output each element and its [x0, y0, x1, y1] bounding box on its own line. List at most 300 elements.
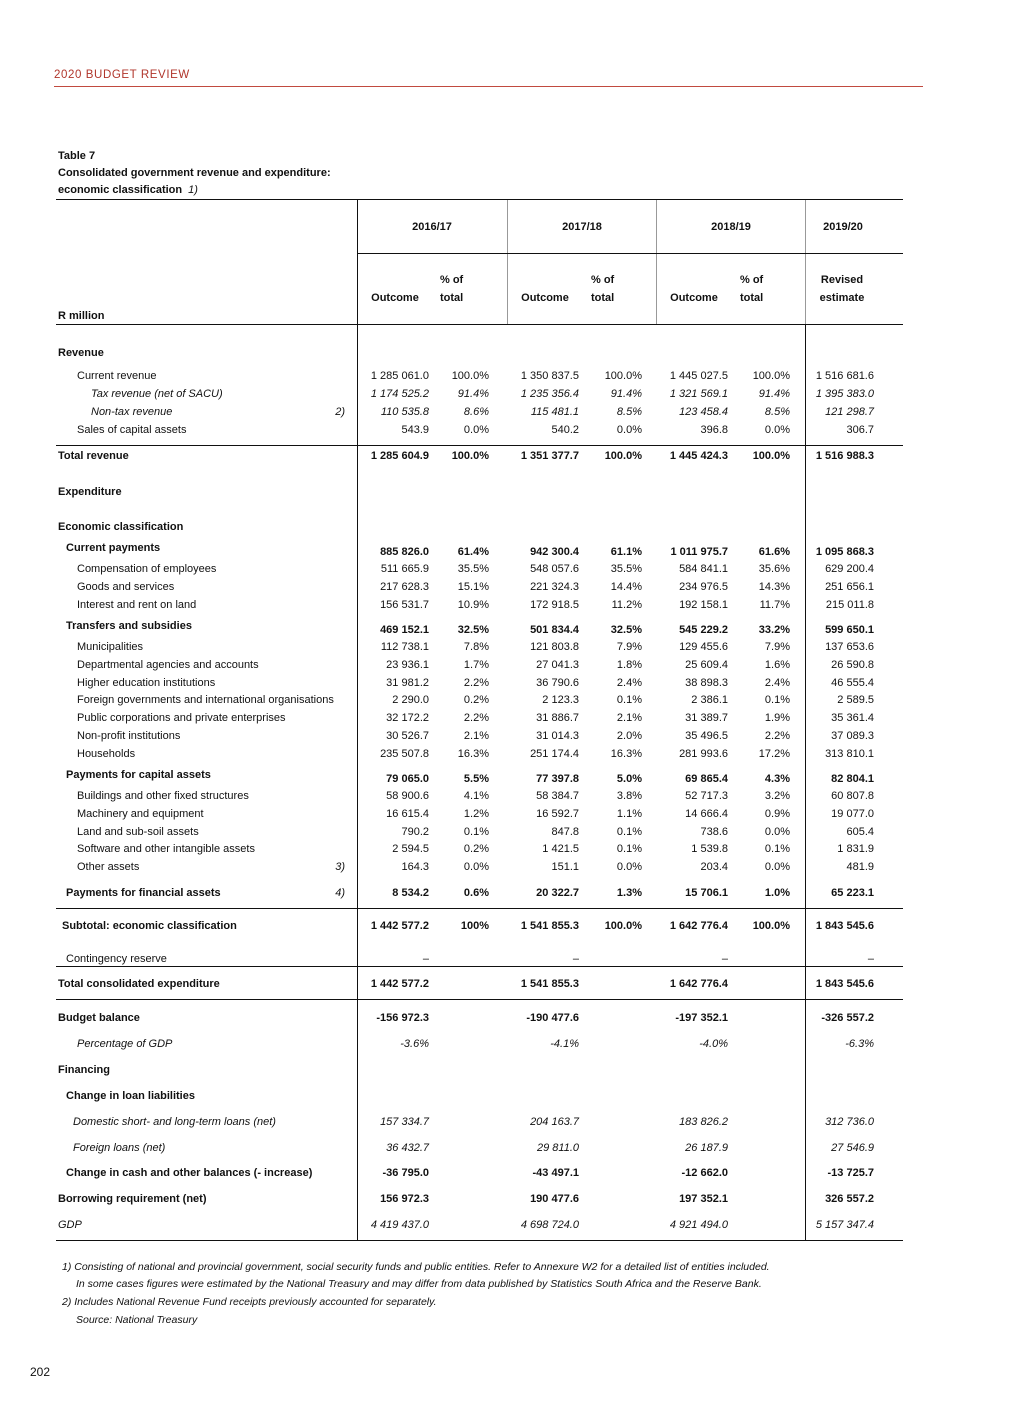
- table-row: [0, 918, 1009, 934]
- cell-value: -326 557.2: [821, 1012, 874, 1024]
- header-bottom-rule: [56, 324, 903, 325]
- row-label: Other assets: [77, 861, 140, 873]
- table-top-rule: [56, 199, 903, 200]
- footnote-1: 1) Consisting of national and provincial government, social security funds and public entities. Refer to Annexure W2 for a detailed list of entities included.: [62, 1261, 770, 1273]
- cell-value: 605.4: [846, 826, 874, 838]
- row-label: Total revenue: [58, 450, 129, 462]
- cell-value: 58 900.6: [386, 790, 429, 802]
- cell-value: 1 541 855.3: [520, 920, 579, 932]
- cell-value: 251 656.1: [825, 581, 874, 593]
- cell-value: 112 738.1: [380, 641, 429, 653]
- cell-value: -12 662.0: [681, 1167, 728, 1179]
- cell-value: 1 095 868.3: [815, 546, 874, 558]
- table-row: [0, 841, 1009, 857]
- row-footnote-ref: 3): [335, 861, 345, 873]
- cell-value: -197 352.1: [675, 1012, 728, 1024]
- cell-value: 0.1%: [616, 826, 642, 838]
- cell-value: 1 541 855.3: [520, 978, 579, 990]
- cell-value: 1 516 681.6: [815, 370, 874, 382]
- cell-value: 2 589.5: [837, 694, 874, 706]
- row-label: Foreign loans (net): [73, 1142, 166, 1154]
- table-row: [0, 1217, 1009, 1233]
- table-row: [0, 771, 1009, 787]
- cell-value: 77 397.8: [536, 773, 579, 785]
- cell-value: 4.1%: [463, 790, 489, 802]
- cell-value: 16.3%: [610, 748, 642, 760]
- cell-value: 501 834.4: [530, 624, 579, 636]
- table-row: [0, 824, 1009, 840]
- row-label: Economic classification: [58, 521, 184, 533]
- row-label: Current revenue: [77, 370, 157, 382]
- cell-value: 203.4: [700, 861, 728, 873]
- row-label: Contingency reserve: [66, 953, 167, 965]
- cell-value: 1 442 577.2: [370, 920, 429, 932]
- cell-value: 46 555.4: [831, 677, 874, 689]
- row-footnote-ref: 4): [335, 887, 345, 899]
- cell-value: 1 285 604.9: [370, 450, 429, 462]
- cell-value: 2.2%: [764, 730, 790, 742]
- row-label: Budget balance: [58, 1012, 140, 1024]
- cell-value: 0.1%: [764, 843, 790, 855]
- row-label: Sales of capital assets: [77, 424, 187, 436]
- cell-value: 1.2%: [463, 808, 489, 820]
- cell-value: 204 163.7: [530, 1116, 579, 1128]
- cell-value: 0.2%: [463, 843, 489, 855]
- cell-value: 19 077.0: [831, 808, 874, 820]
- cell-value: 0.0%: [764, 826, 790, 838]
- cell-value: 1 235 356.4: [520, 388, 579, 400]
- row-footnote-ref: 2): [335, 406, 345, 418]
- year-header: 2019/20: [823, 221, 863, 233]
- cell-value: 137 653.6: [825, 641, 874, 653]
- year-header: 2017/18: [562, 221, 602, 233]
- table-row: [0, 710, 1009, 726]
- cell-value: 35 496.5: [685, 730, 728, 742]
- cell-value: 79 065.0: [386, 773, 429, 785]
- cell-value: 481.9: [846, 861, 874, 873]
- cell-value: 1 445 027.5: [669, 370, 728, 382]
- rule: [56, 999, 903, 1000]
- cell-value: 157 334.7: [380, 1116, 429, 1128]
- table-row: [0, 746, 1009, 762]
- cell-value: 0.1%: [764, 694, 790, 706]
- cell-value: 30 526.7: [386, 730, 429, 742]
- row-label: Higher education institutions: [77, 677, 216, 689]
- footnote-2: 2) Includes National Revenue Fund receipts previously accounted for separately.: [62, 1296, 437, 1308]
- cell-value: 1 831.9: [837, 843, 874, 855]
- cell-value: 629 200.4: [825, 563, 874, 575]
- cell-value: 545 229.2: [679, 624, 728, 636]
- cell-value: 192 158.1: [679, 599, 728, 611]
- cell-value: 61.6%: [758, 546, 790, 558]
- cell-value: 215 011.8: [825, 599, 874, 611]
- table-row: [0, 622, 1009, 638]
- cell-value: 27 546.9: [831, 1142, 874, 1154]
- table-row: [0, 345, 1009, 361]
- cell-value: 100.0%: [451, 370, 489, 382]
- cell-value: 0.9%: [764, 808, 790, 820]
- cell-value: 251 174.4: [530, 748, 579, 760]
- cell-value: 4.3%: [764, 773, 790, 785]
- row-label: Current payments: [66, 542, 161, 554]
- header-rule: [54, 86, 923, 87]
- cell-value: 110 535.8: [380, 406, 429, 418]
- cell-value: 1 421.5: [542, 843, 579, 855]
- cell-value: 1 351 377.7: [520, 450, 579, 462]
- row-label: Software and other intangible assets: [77, 843, 255, 855]
- row-label: Percentage of GDP: [77, 1038, 173, 1050]
- cell-value: -190 477.6: [526, 1012, 579, 1024]
- cell-value: 11.2%: [611, 599, 642, 611]
- cell-value: 38 898.3: [685, 677, 728, 689]
- cell-value: -3.6%: [400, 1038, 429, 1050]
- cell-value: 790.2: [401, 826, 429, 838]
- row-label: Change in loan liabilities: [66, 1090, 195, 1102]
- cell-value: 121 298.7: [825, 406, 874, 418]
- cell-value: 217 628.3: [380, 581, 429, 593]
- cell-value: 2.1%: [616, 712, 642, 724]
- row-label: Expenditure: [58, 486, 122, 498]
- cell-value: 3.8%: [616, 790, 642, 802]
- cell-value: 235 507.8: [380, 748, 429, 760]
- cell-value: 31 014.3: [536, 730, 579, 742]
- cell-value: 511 665.9: [380, 563, 429, 575]
- cell-value: -43 497.1: [532, 1167, 579, 1179]
- cell-value: 183 826.2: [679, 1116, 728, 1128]
- row-label: Borrowing requirement (net): [58, 1193, 207, 1205]
- cell-value: 129 455.6: [679, 641, 728, 653]
- cell-value: 847.8: [551, 826, 579, 838]
- row-label: Change in cash and other balances (- increase): [66, 1167, 313, 1179]
- table-row: [0, 386, 1009, 402]
- revised-estimate-header: Revised estimate: [819, 274, 865, 304]
- cell-value: 4 921 494.0: [669, 1219, 728, 1231]
- cell-value: 2.2%: [463, 677, 489, 689]
- cell-value: 36 432.7: [386, 1142, 429, 1154]
- cell-value: 221 324.3: [530, 581, 579, 593]
- cell-value: 100.0%: [752, 450, 790, 462]
- cell-value: 100.0%: [604, 920, 642, 932]
- cell-value: 0.6%: [463, 887, 489, 899]
- cell-value: 1 516 988.3: [815, 450, 874, 462]
- table-row: [0, 484, 1009, 500]
- cell-value: 1.6%: [764, 659, 790, 671]
- cell-value: 1 445 424.3: [669, 450, 728, 462]
- cell-value: –: [572, 953, 579, 965]
- row-label: Interest and rent on land: [77, 599, 197, 611]
- table-row: [0, 1140, 1009, 1156]
- cell-value: 1 843 545.6: [815, 978, 874, 990]
- cell-value: 164.3: [401, 861, 429, 873]
- table-row: [0, 597, 1009, 613]
- table-row: [0, 806, 1009, 822]
- table-row: [0, 976, 1009, 992]
- cell-value: 91.4%: [457, 388, 489, 400]
- cell-value: 123 458.4: [679, 406, 728, 418]
- cell-value: 172 918.5: [530, 599, 579, 611]
- cell-value: 151.1: [551, 861, 579, 873]
- row-label: Buildings and other fixed structures: [77, 790, 249, 802]
- cell-value: 100%: [460, 920, 489, 932]
- table-row: [0, 692, 1009, 708]
- cell-value: 61.1%: [610, 546, 642, 558]
- cell-value: 33.2%: [758, 624, 790, 636]
- cell-value: 1 843 545.6: [815, 920, 874, 932]
- pct-header: % of total: [591, 274, 615, 304]
- table-row: [0, 519, 1009, 535]
- cell-value: 0.0%: [463, 861, 489, 873]
- table-bottom-rule: [56, 1240, 903, 1241]
- row-label: Non-tax revenue: [91, 406, 173, 418]
- table-row: [0, 1191, 1009, 1207]
- cell-value: 326 557.2: [825, 1193, 874, 1205]
- table-row: [0, 579, 1009, 595]
- cell-value: 10.9%: [457, 599, 489, 611]
- cell-value: 281 993.6: [679, 748, 728, 760]
- cell-value: –: [422, 953, 429, 965]
- row-label: Public corporations and private enterprises: [77, 712, 286, 724]
- cell-value: –: [867, 953, 874, 965]
- cell-value: 35 361.4: [831, 712, 874, 724]
- row-label: Payments for capital assets: [66, 769, 211, 781]
- cell-value: 100.0%: [451, 450, 489, 462]
- row-label: Transfers and subsidies: [66, 620, 192, 632]
- table-row: [0, 728, 1009, 744]
- table-row: [0, 368, 1009, 384]
- table-row: [0, 657, 1009, 673]
- cell-value: -4.1%: [550, 1038, 579, 1050]
- cell-value: 1 539.8: [691, 843, 728, 855]
- footnote-1-cont: In some cases figures were estimated by the National Treasury and may differ from data published by Statistics South Africa and the Reserve Bank.: [76, 1278, 762, 1290]
- cell-value: 1 321 569.1: [669, 388, 728, 400]
- cell-value: 1.9%: [764, 712, 790, 724]
- table-row: [0, 1165, 1009, 1181]
- cell-value: 8 534.2: [392, 887, 429, 899]
- cell-value: 0.1%: [463, 826, 489, 838]
- cell-value: 584 841.1: [679, 563, 728, 575]
- cell-value: –: [721, 953, 728, 965]
- cell-value: 2.4%: [616, 677, 642, 689]
- cell-value: 599 650.1: [825, 624, 874, 636]
- cell-value: 0.0%: [616, 424, 642, 436]
- row-label: Tax revenue (net of SACU): [91, 388, 223, 400]
- cell-value: 115 481.1: [530, 406, 579, 418]
- cell-value: 35.5%: [457, 563, 489, 575]
- cell-value: 1 350 837.5: [520, 370, 579, 382]
- table-row: [0, 404, 1009, 420]
- cell-value: 61.4%: [457, 546, 489, 558]
- cell-value: 26 590.8: [831, 659, 874, 671]
- table-row: [0, 639, 1009, 655]
- cell-value: 0.0%: [764, 861, 790, 873]
- cell-value: 5.5%: [463, 773, 489, 785]
- cell-value: -156 972.3: [376, 1012, 429, 1024]
- cell-value: 69 865.4: [685, 773, 728, 785]
- cell-value: -13 725.7: [827, 1167, 874, 1179]
- row-label: Financing: [58, 1064, 110, 1076]
- table-row: [0, 544, 1009, 560]
- cell-value: 2 386.1: [691, 694, 728, 706]
- cell-value: 11.7%: [759, 599, 790, 611]
- cell-value: 91.4%: [758, 388, 790, 400]
- cell-value: 1.7%: [463, 659, 489, 671]
- row-label: Machinery and equipment: [77, 808, 204, 820]
- table-title-line1: Consolidated government revenue and expenditure:: [58, 167, 331, 179]
- rule: [56, 445, 903, 446]
- cell-value: 156 531.7: [380, 599, 429, 611]
- page-number: 202: [30, 1365, 51, 1379]
- cell-value: 396.8: [700, 424, 728, 436]
- cell-value: 23 936.1: [386, 659, 429, 671]
- cell-value: 1.8%: [616, 659, 642, 671]
- table-row: [0, 1114, 1009, 1130]
- cell-value: 8.6%: [463, 406, 489, 418]
- cell-value: 7.8%: [463, 641, 489, 653]
- rule: [56, 908, 903, 909]
- cell-value: 16 615.4: [386, 808, 429, 820]
- cell-value: 3.2%: [764, 790, 790, 802]
- row-label: Municipalities: [77, 641, 144, 653]
- row-label: Payments for financial assets: [66, 887, 221, 899]
- cell-value: 32.5%: [610, 624, 642, 636]
- row-label: Households: [77, 748, 136, 760]
- cell-value: 0.2%: [463, 694, 489, 706]
- table-row: [0, 1010, 1009, 1026]
- table-row: [0, 422, 1009, 438]
- table-row: [0, 951, 1009, 967]
- cell-value: -4.0%: [699, 1038, 728, 1050]
- cell-value: 16.3%: [457, 748, 489, 760]
- cell-value: 190 477.6: [530, 1193, 579, 1205]
- outcome-header: Outcome: [670, 292, 718, 304]
- cell-value: 1 011 975.7: [670, 546, 728, 558]
- pct-header: % of total: [440, 274, 464, 304]
- cell-value: 1 642 776.4: [669, 920, 728, 932]
- cell-value: 469 152.1: [380, 624, 429, 636]
- cell-value: 2 290.0: [392, 694, 429, 706]
- cell-value: 121 803.8: [530, 641, 579, 653]
- cell-value: 25 609.4: [685, 659, 728, 671]
- pct-header: % of total: [740, 274, 764, 304]
- table-row: [0, 859, 1009, 875]
- table-row: [0, 885, 1009, 901]
- cell-value: 1.1%: [616, 808, 642, 820]
- cell-value: 1 174 525.2: [370, 388, 429, 400]
- cell-value: 91.4%: [610, 388, 642, 400]
- cell-value: 313 810.1: [825, 748, 874, 760]
- cell-value: 548 057.6: [530, 563, 579, 575]
- row-label: Revenue: [58, 347, 104, 359]
- cell-value: 100.0%: [752, 370, 790, 382]
- cell-value: 7.9%: [764, 641, 790, 653]
- table-row: [0, 788, 1009, 804]
- table-title-line2: economic classification 1): [58, 184, 198, 196]
- cell-value: 16 592.7: [536, 808, 579, 820]
- cell-value: 15.1%: [457, 581, 489, 593]
- cell-value: 20 322.7: [536, 887, 579, 899]
- cell-value: 14 666.4: [685, 808, 728, 820]
- cell-value: -36 795.0: [382, 1167, 429, 1179]
- cell-value: 738.6: [700, 826, 728, 838]
- cell-value: 234 976.5: [679, 581, 728, 593]
- cell-value: 26 187.9: [685, 1142, 728, 1154]
- cell-value: 0.0%: [463, 424, 489, 436]
- year-header: 2018/19: [711, 221, 751, 233]
- cell-value: 31 981.2: [386, 677, 429, 689]
- cell-value: 27 041.3: [536, 659, 579, 671]
- outcome-header: Outcome: [521, 292, 569, 304]
- cell-value: 15 706.1: [685, 887, 728, 899]
- cell-value: 0.1%: [616, 843, 642, 855]
- cell-value: 543.9: [401, 424, 429, 436]
- cell-value: -6.3%: [845, 1038, 874, 1050]
- cell-value: 2.0%: [616, 730, 642, 742]
- cell-value: 1.3%: [616, 887, 642, 899]
- table-row: [0, 1088, 1009, 1104]
- cell-value: 35.6%: [758, 563, 790, 575]
- source-note: Source: National Treasury: [76, 1314, 198, 1326]
- cell-value: 14.4%: [610, 581, 642, 593]
- row-label: Subtotal: economic classification: [62, 920, 237, 932]
- row-label: Compensation of employees: [77, 563, 217, 575]
- cell-value: 0.0%: [616, 861, 642, 873]
- cell-value: 82 804.1: [831, 773, 874, 785]
- row-label: GDP: [58, 1219, 82, 1231]
- title-footnote-ref: 1): [188, 184, 198, 196]
- year-header: 2016/17: [412, 221, 452, 233]
- cell-value: 2 594.5: [392, 843, 429, 855]
- cell-value: 2.2%: [463, 712, 489, 724]
- cell-value: 4 698 724.0: [520, 1219, 579, 1231]
- cell-value: 8.5%: [764, 406, 790, 418]
- cell-value: 1 642 776.4: [669, 978, 728, 990]
- table-row: [0, 1036, 1009, 1052]
- table-number: Table 7: [58, 150, 96, 162]
- cell-value: 0.1%: [616, 694, 642, 706]
- row-label: Goods and services: [77, 581, 175, 593]
- cell-value: 5.0%: [616, 773, 642, 785]
- table-row: [0, 561, 1009, 577]
- cell-value: 35.5%: [610, 563, 642, 575]
- cell-value: 29 811.0: [536, 1142, 579, 1154]
- cell-value: 8.5%: [616, 406, 642, 418]
- table-row: [0, 1062, 1009, 1078]
- cell-value: 7.9%: [616, 641, 642, 653]
- cell-value: 31 389.7: [685, 712, 728, 724]
- cell-value: 0.0%: [764, 424, 790, 436]
- cell-value: 197 352.1: [679, 1193, 728, 1205]
- cell-value: 2.1%: [463, 730, 489, 742]
- cell-value: 1 442 577.2: [370, 978, 429, 990]
- cell-value: 31 886.7: [536, 712, 579, 724]
- unit-label: R million: [58, 310, 105, 322]
- year-header-rule: [357, 253, 903, 254]
- cell-value: 885 826.0: [380, 546, 429, 558]
- table-row: [0, 675, 1009, 691]
- cell-value: 100.0%: [604, 370, 642, 382]
- outcome-header: Outcome: [371, 292, 419, 304]
- cell-value: 52 717.3: [685, 790, 728, 802]
- running-header: 2020 BUDGET REVIEW: [54, 69, 190, 81]
- cell-value: 942 300.4: [530, 546, 579, 558]
- row-label: Foreign governments and international organisations: [77, 694, 334, 706]
- cell-value: 4 419 437.0: [370, 1219, 429, 1231]
- cell-value: 1 395 383.0: [815, 388, 874, 400]
- cell-value: 100.0%: [604, 450, 642, 462]
- cell-value: 14.3%: [758, 581, 790, 593]
- cell-value: 60 807.8: [831, 790, 874, 802]
- cell-value: 2 123.3: [542, 694, 579, 706]
